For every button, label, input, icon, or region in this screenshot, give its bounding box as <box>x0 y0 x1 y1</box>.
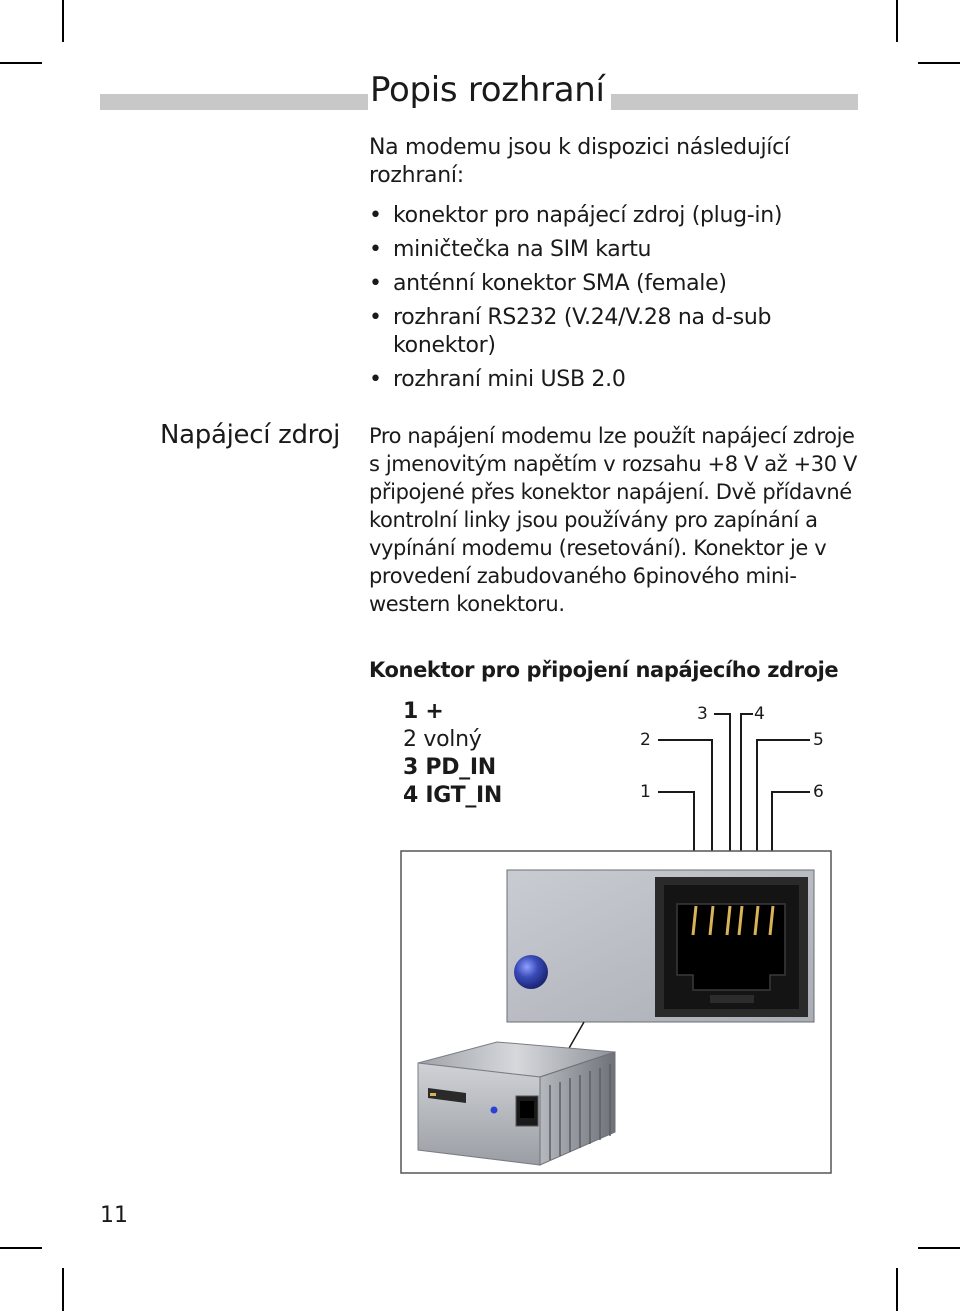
pin-legend-item: 1 + <box>403 699 444 724</box>
list-item-text: rozhraní RS232 (V.24/V.28 na d-sub konektor) <box>393 305 772 358</box>
page-number: 11 <box>100 1203 128 1228</box>
pin-number: 6 <box>813 782 824 802</box>
pin-legend-item: 2 volný <box>403 727 482 752</box>
bullet-icon: • <box>369 271 382 296</box>
pin-legend-item: 4 IGT_IN <box>403 783 503 808</box>
power-supply-text: Pro napájení modemu lze použít napájecí zdroje s jmenovitým napětím v rozsahu +8 V až +30 V připojené přes konektor napájení. Dvě přídavné kontrolní linky jsou používány pro zapínání a vypínání modemu (resetování). Konektor je v provedení zabudovaného 6pinového mini-western konektoru. <box>369 424 857 616</box>
led-icon <box>514 955 548 989</box>
pin-number: 1 <box>640 782 651 802</box>
list-item-text: rozhraní mini USB 2.0 <box>393 367 626 392</box>
list-item-text: anténní konektor SMA (female) <box>393 271 727 296</box>
interfaces-intro: Na modemu jsou k dispozici následující rozhraní: <box>369 135 790 188</box>
pin-number: 3 <box>697 704 708 724</box>
pin-number: 4 <box>754 704 765 724</box>
page-title: Popis rozhraní <box>368 66 611 114</box>
pin-number: 2 <box>640 730 651 750</box>
power-supply-heading: Napájecí zdroj <box>159 420 340 450</box>
bullet-icon: • <box>369 203 382 228</box>
connector-heading: Konektor pro připojení napájecího zdroje <box>369 658 839 682</box>
bullet-icon: • <box>369 237 382 262</box>
pin-legend-item: 3 PD_IN <box>403 755 496 780</box>
bullet-icon: • <box>369 367 382 392</box>
bullet-icon: • <box>369 305 382 330</box>
list-item-text: miničtečka na SIM kartu <box>393 237 652 262</box>
pin-number: 5 <box>813 730 824 750</box>
list-item-text: konektor pro napájecí zdroj (plug-in) <box>393 203 783 228</box>
mini-western-jack <box>655 877 808 1017</box>
